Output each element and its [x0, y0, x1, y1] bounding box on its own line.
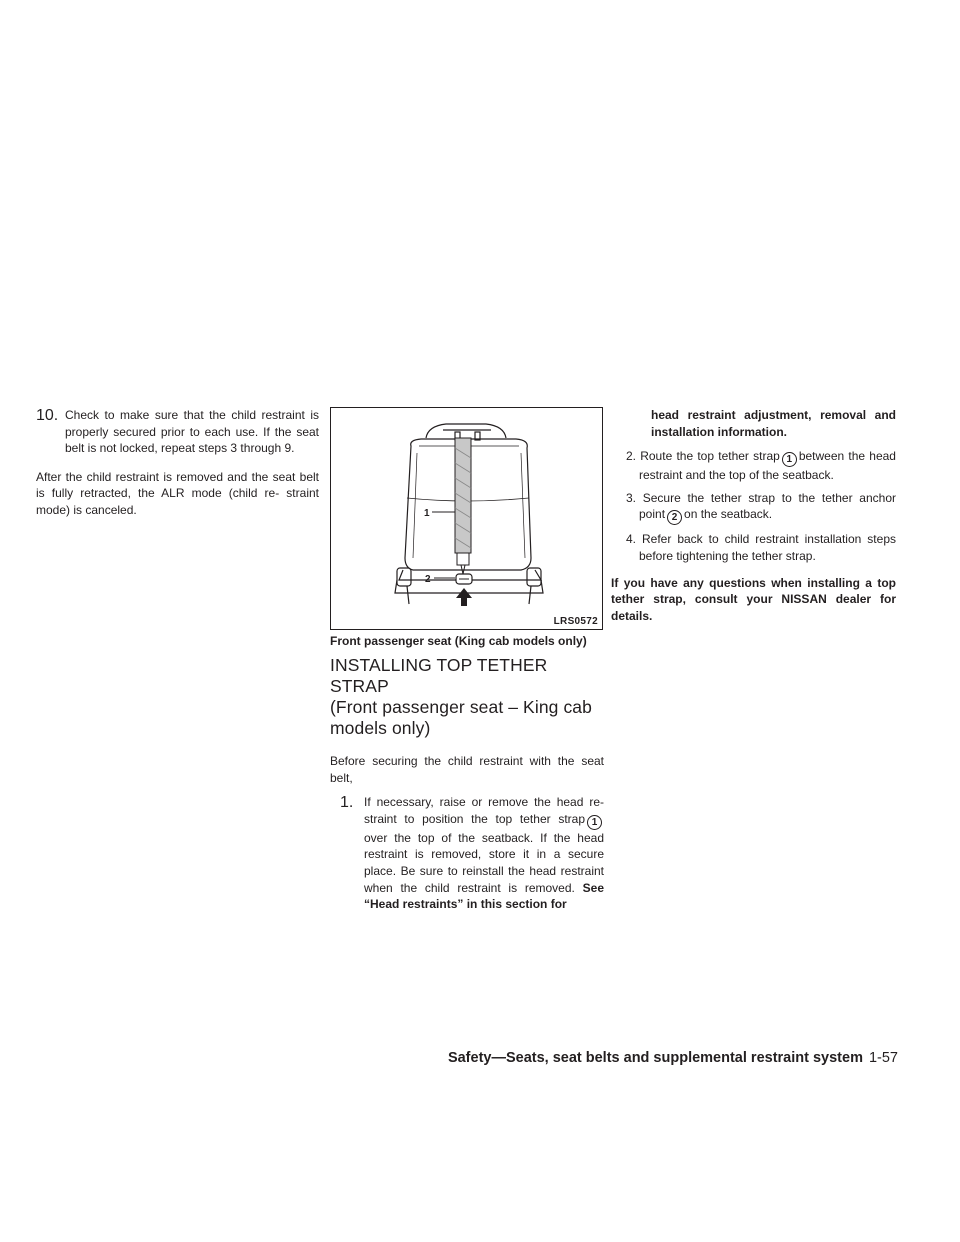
step-1-text-a: If necessary, raise or remove the head re- straint to position the top tether strap: [364, 795, 604, 826]
footer-section-title: Safety—Seats, seat belts and supplemental restraint system: [447, 1050, 863, 1066]
figure-code: LRS0572: [553, 616, 598, 627]
page-number: 1-57: [868, 1050, 898, 1066]
callout-1-icon: 1: [587, 815, 602, 830]
left-column: [36, 407, 319, 519]
page-footer: [448, 1050, 898, 1066]
middle-column: [330, 407, 604, 913]
step-2-text-a: 2. Route the top tether strap: [626, 449, 780, 464]
section-heading: [330, 655, 604, 739]
figure-label-1: 1: [424, 508, 430, 519]
step-3-text-a: 3. Secure the tether strap to the tether anchor point: [626, 490, 896, 522]
step-2-text-b: between the head restraint and the top of the seatback.: [639, 449, 896, 483]
seat-illustration: [330, 407, 603, 630]
step-number: 1.: [340, 794, 354, 812]
step-3: [611, 490, 896, 526]
step-3-text-b: on the seatback.: [684, 507, 773, 522]
continued-bold: head restraint adjustment, removal and installation information.: [651, 408, 896, 439]
figure-label-2: 2: [425, 574, 431, 585]
heading-line-2: (Front passenger seat – King cab: [330, 697, 592, 717]
heading-line-3: models only): [330, 718, 431, 738]
figure-caption: Front passenger seat (King cab models only): [330, 634, 587, 648]
closing-note: If you have any questions when installing a top tether strap, consult your NISSAN dealer for details.: [611, 575, 896, 623]
step-1: [340, 794, 604, 913]
step-text: [364, 794, 604, 913]
step-text: Check to make sure that the child restraint is properly secured prior to each use. If the seat belt is not locked, repeat steps 3 through 9.: [65, 408, 319, 456]
callout-1-icon: 1: [782, 452, 797, 467]
heading-line-1: INSTALLING TOP TETHER STRAP: [330, 655, 548, 696]
step-number: 10.: [36, 407, 59, 424]
step-1-bold: See “Head restraints” in this section for: [364, 880, 604, 912]
step-1-text-b: over the top of the seatback. If the head restraint is removed, store it in a secure place. Be sure to reinstall the head restraint when the child restraint is removed.: [364, 830, 604, 895]
seat-drawing: [331, 408, 604, 631]
step-4: 4. Refer back to child restraint installation steps before tightening the tether strap.: [626, 532, 896, 563]
step-10: [36, 407, 319, 457]
alr-paragraph: After the child restraint is removed and the seat belt is fully retracted, the ALR mode (child re- straint mode) is canceled.: [36, 469, 319, 517]
intro-paragraph: Before securing the child restraint with the seat belt,: [330, 754, 604, 785]
right-column: [611, 407, 896, 624]
step-2: [611, 448, 896, 484]
callout-2-icon: 2: [667, 510, 682, 525]
